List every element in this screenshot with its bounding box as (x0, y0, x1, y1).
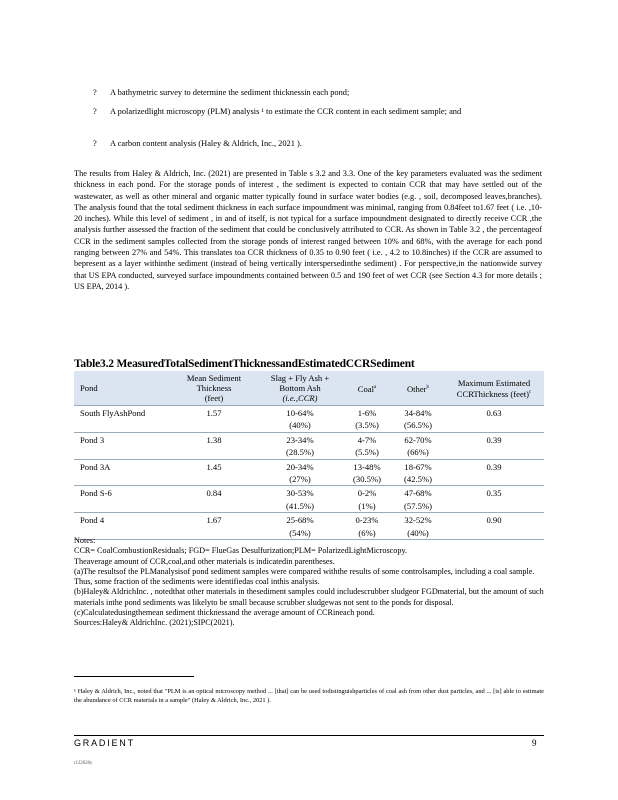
table-row-average (74, 500, 544, 513)
blank-cell (170, 473, 258, 486)
footer-logo: GRADIENT (74, 738, 135, 748)
coal-average-cell: (3.5%) (355, 420, 379, 431)
max-thickness-cell: 0.90 (444, 513, 544, 527)
coal-average-cell: (30.5%) (353, 474, 381, 485)
ccr-average-cell: (27%) (289, 474, 311, 485)
bullet-marker: ? (93, 139, 97, 148)
other-average-cell: (57.5%) (404, 500, 432, 511)
coal-range-cell: 1-6% (342, 406, 392, 420)
other-range-cell: 32-52% (392, 513, 444, 527)
table-row (74, 459, 544, 473)
blank-cell (74, 419, 170, 432)
bullet-text: A bathymetric survey to determine the sediment thicknessin each pond; (110, 88, 350, 97)
header-other: Other$^b$ (392, 371, 444, 406)
ccr-range-cell: 10-64% (258, 406, 342, 420)
table-header-row (74, 371, 544, 406)
body-paragraph: The results from Haley & Aldrich, Inc. (2021) are presented in Table s 3.2 and 3.3. One of the key parameters evaluated was the sediment thickness in each pond. For the storage ponds of interest , the sediment is expected to contain CCR that may have settled out of the wastewater, as well as other mineral and organic matter typically found in surface water bodies (e.g. , soil, decomposed leaves,branches). The analysis found that the total sediment thickness in each surface impoundment was minimal, ranging from 0.84feet to1.67 feet ( i.e. ,10-20 inches). While this level of sediment , in and of itself, is not typical for a surface impoundment designated to directly receive CCR ,the analysis further assessed the fraction of the sediment that could be conclusively attributed to CCR. As shown in Table 3.2 , the percentageof CCR in the sediment samples collected from the storage ponds of interest ranged between 10% and 68%, with the average for each pond ranging between 27% and 54%. This translates toa CCR thickness of 0.35 to 0.90 feet ( i.e. , 4.2 to 10.8inches) if the CCR are assumed to bepresent as a layer withinthe sediment (instead of being vertically interspersedinthe sediment) . For perspective,in the nationwide survey that US EPA conducted, surveyed surface impoundments contained between 0.5 and 190 feet of wet CCR (see Section 4.3 for more details ; US EPA, 2014 ). (74, 169, 542, 291)
blank-cell (74, 500, 170, 513)
ccr-average-cell: (28.5%) (286, 447, 314, 458)
coal-range-cell: 4-7% (342, 432, 392, 446)
table-row (74, 406, 544, 420)
other-range-cell: 47-68% (392, 486, 444, 500)
bullet-marker: ? (93, 88, 97, 97)
footnote: ¹ Haley & Aldrich, Inc., noted that "PLM is an optical microscopy method ... [that] can be used todistinguishparticles of coal ash from other dust particles, and ... [is] able to estimate the abundance of CCR materials in a sample" (Haley & Aldrich, Inc., 2021 ). (74, 688, 544, 704)
ccr-average-cell: (41.5%) (286, 500, 314, 511)
other-average-cell: (56.5%) (404, 420, 432, 431)
ccr-range-cell: 20-34% (258, 459, 342, 473)
max-thickness-cell: 0.39 (444, 459, 544, 473)
table-notes (74, 536, 544, 629)
document-code: r122026y (74, 761, 93, 766)
pond-cell: Pond 3A (74, 459, 170, 473)
blank-cell (444, 446, 544, 459)
note-sources: Sources:Haley& AldrichInc. (2021);SIPC(2021). (74, 618, 235, 628)
note-heading: Notes: (74, 536, 96, 545)
thickness-cell: 0.84 (170, 486, 258, 500)
max-thickness-cell: 0.63 (444, 406, 544, 420)
note-line: (a)The resultsof the PLManalysisof pond sediment samples were compared withthe results of some controlsamples, including a coal sample. Thus, some fraction of the sediments were identifiedas coal inthis analysis. (74, 566, 535, 587)
table-row (74, 513, 544, 527)
blank-cell (444, 473, 544, 486)
pond-cell: Pond 4 (74, 513, 170, 527)
ccr-range-cell: 25-68% (258, 513, 342, 527)
table-row-average (74, 419, 544, 432)
header-mean-thickness: Mean Sediment Thickness (feet) (170, 371, 258, 406)
other-average-cell: (40%) (392, 527, 444, 540)
ccr-average-cell: (40%) (289, 420, 311, 431)
blank-cell (444, 500, 544, 513)
bullet-text: A polarizedlight microscopy (PLM) analysis ¹ to estimate the CCR content in each sediment sample; and (110, 107, 462, 116)
blank-cell (74, 473, 170, 486)
table-title: Table3.2 MeasuredTotalSedimentThicknessandEstimatedCCRSediment (74, 358, 415, 370)
coal-average-cell: (1%) (358, 500, 376, 511)
coal-range-cell: 13-48% (342, 459, 392, 473)
other-average-cell: (42.5%) (404, 474, 432, 485)
page-number: 9 (532, 738, 537, 748)
other-range-cell: 62-70% (392, 432, 444, 446)
pond-cell: Pond 3 (74, 432, 170, 446)
blank-cell (170, 446, 258, 459)
blank-cell (74, 446, 170, 459)
blank-cell (170, 419, 258, 432)
table-row-average (74, 446, 544, 459)
coal-range-cell: 0-2% (342, 486, 392, 500)
header-coal: Coal$^a$ (342, 371, 392, 406)
max-thickness-cell: 0.39 (444, 432, 544, 446)
bullet-text: A carbon content analysis (Haley & Aldrich, Inc., 2021 ). (110, 139, 302, 148)
table-row (74, 432, 544, 446)
coal-average-cell: (5.5%) (355, 447, 379, 458)
note-line: CCR= CoalCombustionResiduals; FGD= FlueGas Desulfurization;PLM= PolarizedLightMicroscopy. (74, 546, 408, 556)
table-row-average (74, 473, 544, 486)
header-pond: Pond (74, 371, 170, 406)
other-average-cell: (66%) (407, 447, 429, 458)
blank-cell (444, 419, 544, 432)
other-range-cell: 18-67% (392, 459, 444, 473)
thickness-cell: 1.57 (170, 406, 258, 420)
footnote-divider (74, 676, 194, 677)
note-line: (b)Haley& AldrichInc. , notedthat other materials in thesediment samples could includescrubber sludgeor FGDmaterial, but the amount of such materials inthe pond sediments was likelyto be small because scrubber sludgewas not sent to the ponds for disposal. (74, 587, 544, 607)
thickness-cell: 1.38 (170, 432, 258, 446)
ccr-average-cell: (54%) (258, 527, 342, 540)
max-thickness-cell: 0.35 (444, 486, 544, 500)
thickness-cell: 1.45 (170, 459, 258, 473)
footer-divider (74, 735, 544, 736)
other-range-cell: 34-84% (392, 406, 444, 420)
coal-range-cell: 0-23% (342, 513, 392, 527)
table-row (74, 486, 544, 500)
bullet-marker: ? (93, 107, 97, 116)
note-line: (c)Calculatedusingthemean sediment thicknessand the average amount of CCRineach pond. (74, 608, 375, 618)
pond-cell: South FlyAshPond (74, 406, 170, 420)
sediment-table (74, 371, 544, 540)
coal-average-cell: (6%) (342, 527, 392, 540)
header-slag-fly-bottom-ash: Slag + Fly Ash + Bottom Ash (i.e.,CCR) (258, 371, 342, 406)
ccr-range-cell: 30-53% (258, 486, 342, 500)
ccr-range-cell: 23-34% (258, 432, 342, 446)
blank-cell (170, 500, 258, 513)
pond-cell: Pond S-6 (74, 486, 170, 500)
header-max-ccr-thickness: Maximum Estimated CCRThickness (feet)$^c$ (444, 371, 544, 406)
thickness-cell: 1.67 (170, 513, 258, 527)
note-line: Theaverage amount of CCR,coal,and other materials is indicatedin parentheses. (74, 556, 335, 566)
